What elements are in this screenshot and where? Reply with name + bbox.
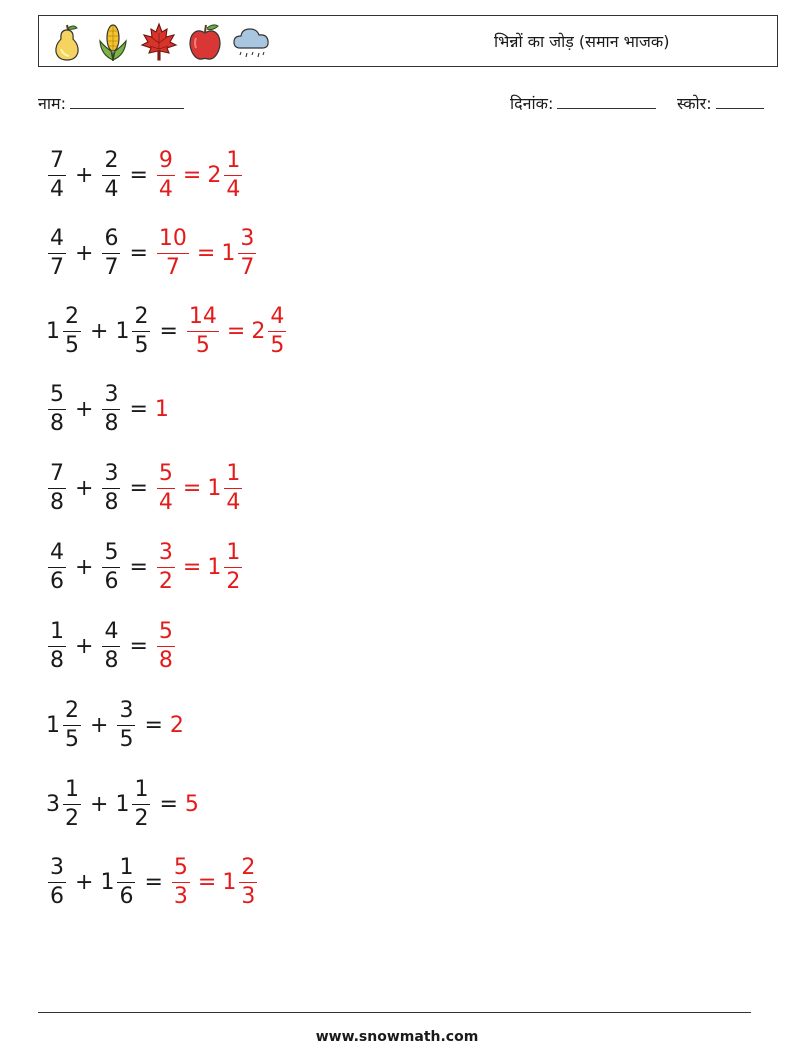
- answer-numerator: 5: [172, 857, 190, 883]
- addend-b-whole: 1: [115, 791, 130, 817]
- addend-b-numerator: 3: [117, 700, 135, 726]
- equals-sign: =: [159, 318, 178, 344]
- addend-b-number: [115, 303, 152, 358]
- addend-a-number: [46, 381, 68, 436]
- addend-a-fraction: [48, 539, 66, 594]
- answer-whole: 1: [207, 475, 222, 501]
- answer-equals-sign: =: [182, 162, 202, 188]
- answer-equals-sign: =: [182, 475, 202, 501]
- addend-a-denominator: 6: [50, 568, 64, 594]
- addend-b-fraction: [102, 460, 120, 515]
- plus-sign: +: [75, 633, 94, 659]
- addend-b-number: [100, 381, 122, 436]
- addend-a-numerator: 2: [63, 306, 81, 332]
- addend-b-fraction: [132, 776, 150, 831]
- problem-row: [46, 769, 200, 839]
- plus-sign: +: [90, 791, 109, 817]
- answer: [185, 303, 288, 358]
- answer-numerator: 3: [157, 542, 175, 568]
- answer-number: [155, 397, 170, 422]
- addend-a-fraction: [48, 381, 66, 436]
- addend-b-fraction: [102, 539, 120, 594]
- addend-b-fraction: [117, 854, 135, 909]
- answer-whole: 1: [207, 554, 222, 580]
- date-field: [510, 92, 656, 114]
- problem-row: [46, 296, 288, 366]
- answer-fraction: [157, 618, 175, 673]
- addend-b-numerator: 3: [102, 463, 120, 489]
- answer-numerator: 9: [157, 150, 175, 176]
- addend-b-fraction: [102, 147, 120, 202]
- addend-a-denominator: 5: [65, 332, 79, 358]
- equals-sign: =: [129, 633, 148, 659]
- corn-icon: [93, 21, 133, 63]
- answer-whole: 5: [184, 791, 199, 817]
- answer-whole: 1: [221, 240, 236, 266]
- addend-a-fraction: [63, 776, 81, 831]
- answer-fraction: [172, 854, 190, 909]
- answer-numerator: 5: [157, 463, 175, 489]
- answer-denominator: 8: [158, 647, 173, 673]
- problem-row: [46, 218, 258, 288]
- score-field: [677, 92, 764, 114]
- equals-sign: =: [144, 869, 163, 895]
- addend-b-numerator: 1: [132, 779, 150, 805]
- addend-a-fraction: [48, 460, 66, 515]
- addend-a-numerator: 3: [48, 857, 66, 883]
- equals-sign: =: [144, 712, 163, 738]
- answer-denominator: 5: [270, 332, 285, 358]
- answer: [155, 397, 170, 422]
- answer-denominator: 4: [158, 176, 173, 202]
- answer-number: [155, 225, 191, 280]
- answer-whole: 2: [251, 318, 266, 344]
- addend-a-number: [46, 539, 68, 594]
- answer-fraction: [268, 303, 286, 358]
- answer-denominator: 4: [226, 489, 241, 515]
- answer-numerator: 14: [187, 306, 219, 332]
- addend-a-number: [46, 460, 68, 515]
- date-blank: [557, 92, 656, 109]
- equals-sign: =: [129, 162, 148, 188]
- addend-a-denominator: 8: [50, 410, 64, 436]
- answer-numerator: 2: [239, 857, 257, 883]
- answer-fraction: [187, 303, 219, 358]
- answer-denominator: 7: [240, 254, 255, 280]
- addend-a-whole: 1: [46, 712, 60, 738]
- equals-sign: =: [129, 396, 148, 422]
- answer-equals-sign: =: [182, 554, 202, 580]
- problem-row: [46, 140, 244, 210]
- answer-number: [251, 303, 288, 358]
- answer-numerator: 1: [224, 463, 242, 489]
- answer-numerator: 10: [157, 228, 189, 254]
- answer-denominator: 5: [195, 332, 210, 358]
- score-blank: [716, 92, 764, 109]
- name-label: नाम:: [38, 94, 66, 113]
- problem-row: [46, 453, 244, 523]
- addend-b-numerator: 4: [102, 621, 120, 647]
- addend-b-fraction: [132, 303, 150, 358]
- addend-a-number: [46, 147, 68, 202]
- answer: [155, 539, 244, 594]
- answer: [155, 147, 244, 202]
- addend-b-numerator: 2: [132, 306, 150, 332]
- plus-sign: +: [90, 712, 109, 738]
- answer-fraction: [224, 539, 242, 594]
- addend-b-denominator: 8: [104, 489, 119, 515]
- addend-b-denominator: 6: [119, 883, 134, 909]
- answer-fraction: [238, 225, 256, 280]
- addend-b-number: [100, 225, 122, 280]
- addend-b-numerator: 6: [102, 228, 120, 254]
- addend-b-denominator: 5: [119, 726, 134, 752]
- addend-b-numerator: 5: [102, 542, 120, 568]
- rain-cloud-icon: [231, 21, 271, 63]
- icon-row: [47, 21, 271, 63]
- answer-denominator: 7: [165, 254, 180, 280]
- addend-b-denominator: 5: [134, 332, 149, 358]
- answer-number: [207, 147, 244, 202]
- addend-b-denominator: 8: [104, 647, 119, 673]
- addend-a-fraction: [63, 697, 81, 752]
- answer: [185, 792, 200, 817]
- answer-fraction: [157, 460, 175, 515]
- addend-a-number: [46, 854, 68, 909]
- addend-a-numerator: 7: [48, 150, 66, 176]
- header-box: [38, 15, 778, 67]
- addend-b-denominator: 4: [104, 176, 119, 202]
- plus-sign: +: [75, 869, 94, 895]
- answer-equals-sign: =: [226, 318, 246, 344]
- answer-whole: 1: [222, 869, 237, 895]
- plus-sign: +: [75, 475, 94, 501]
- answer-number: [155, 539, 177, 594]
- plus-sign: +: [75, 396, 94, 422]
- addend-a-numerator: 1: [63, 779, 81, 805]
- addend-b-denominator: 8: [104, 410, 119, 436]
- addend-b-number: [115, 697, 137, 752]
- answer-number: [185, 303, 221, 358]
- answer: [170, 854, 259, 909]
- plus-sign: +: [75, 162, 94, 188]
- addend-a-whole: 1: [46, 318, 60, 344]
- addend-a-denominator: 5: [65, 726, 79, 752]
- answer: [155, 225, 258, 280]
- answer-number: [155, 618, 177, 673]
- addend-a-denominator: 8: [50, 489, 64, 515]
- addend-a-fraction: [48, 618, 66, 673]
- footer-url: www.snowmath.com: [315, 1029, 479, 1045]
- addend-b-whole: 1: [115, 318, 130, 344]
- answer-numerator: 3: [238, 228, 256, 254]
- addend-a-numerator: 4: [48, 228, 66, 254]
- answer-fraction: [157, 225, 189, 280]
- answer-whole: 1: [154, 396, 169, 422]
- addend-b-number: [100, 147, 122, 202]
- addend-a-number: [46, 697, 83, 752]
- addend-b-number: [100, 854, 137, 909]
- answer-number: [185, 792, 200, 817]
- answer-fraction: [157, 147, 175, 202]
- problem-row: [46, 611, 177, 681]
- answer: [155, 460, 244, 515]
- addend-b-whole: 1: [100, 869, 115, 895]
- maple-leaf-icon: [139, 21, 179, 63]
- addend-b-fraction: [102, 381, 120, 436]
- answer: [170, 713, 185, 738]
- addend-a-numerator: 5: [48, 384, 66, 410]
- date-label: दिनांक:: [510, 94, 554, 113]
- addend-b-number: [100, 618, 122, 673]
- addend-a-whole: 3: [46, 791, 60, 817]
- name-blank: [70, 92, 184, 109]
- footer-divider: [38, 1012, 751, 1013]
- answer-equals-sign: =: [196, 240, 216, 266]
- answer-fraction: [239, 854, 257, 909]
- addend-b-number: [100, 460, 122, 515]
- addend-b-fraction: [102, 618, 120, 673]
- addend-a-number: [46, 303, 83, 358]
- plus-sign: +: [75, 240, 94, 266]
- answer-fraction: [157, 539, 175, 594]
- addend-b-numerator: 2: [102, 150, 120, 176]
- addend-a-fraction: [48, 225, 66, 280]
- problem-row: [46, 847, 259, 917]
- answer-denominator: 4: [226, 176, 241, 202]
- problem-row: [46, 690, 185, 760]
- addend-b-number: [115, 776, 152, 831]
- addend-a-fraction: [48, 147, 66, 202]
- answer-number: [155, 147, 177, 202]
- answer-denominator: 2: [158, 568, 173, 594]
- plus-sign: +: [90, 318, 109, 344]
- addend-a-number: [46, 776, 83, 831]
- answer-numerator: 4: [268, 306, 286, 332]
- answer-denominator: 4: [158, 489, 173, 515]
- addend-a-numerator: 7: [48, 463, 66, 489]
- answer: [155, 618, 177, 673]
- answer-number: [207, 460, 244, 515]
- answer-number: [170, 713, 185, 738]
- equals-sign: =: [159, 791, 178, 817]
- addend-b-denominator: 7: [104, 254, 119, 280]
- answer-denominator: 3: [241, 883, 256, 909]
- addend-b-number: [100, 539, 122, 594]
- addend-b-fraction: [102, 225, 120, 280]
- answer-fraction: [224, 147, 242, 202]
- answer-number: [222, 854, 259, 909]
- answer-denominator: 3: [173, 883, 188, 909]
- answer-numerator: 1: [224, 150, 242, 176]
- addend-a-denominator: 6: [50, 883, 64, 909]
- addend-a-denominator: 7: [50, 254, 64, 280]
- addend-a-numerator: 2: [63, 700, 81, 726]
- addend-b-denominator: 6: [104, 568, 119, 594]
- name-field: [38, 92, 184, 114]
- addend-a-numerator: 1: [48, 621, 66, 647]
- addend-a-number: [46, 225, 68, 280]
- equals-sign: =: [129, 475, 148, 501]
- equals-sign: =: [129, 554, 148, 580]
- plus-sign: +: [75, 554, 94, 580]
- answer-denominator: 2: [226, 568, 241, 594]
- problem-row: [46, 374, 170, 444]
- addend-a-denominator: 2: [65, 805, 79, 831]
- answer-whole: 2: [207, 162, 222, 188]
- problem-row: [46, 532, 244, 602]
- addend-b-numerator: 1: [117, 857, 135, 883]
- addend-a-number: [46, 618, 68, 673]
- addend-a-fraction: [48, 854, 66, 909]
- pear-icon: [47, 21, 87, 63]
- answer-numerator: 1: [224, 542, 242, 568]
- addend-a-fraction: [63, 303, 81, 358]
- answer-number: [155, 460, 177, 515]
- addend-b-fraction: [117, 697, 135, 752]
- answer-whole: 2: [169, 712, 184, 738]
- addend-a-denominator: 4: [50, 176, 64, 202]
- answer-number: [207, 539, 244, 594]
- addend-a-numerator: 4: [48, 542, 66, 568]
- answer-numerator: 5: [157, 621, 175, 647]
- addend-a-denominator: 8: [50, 647, 64, 673]
- equals-sign: =: [129, 240, 148, 266]
- addend-b-denominator: 2: [134, 805, 149, 831]
- answer-fraction: [224, 460, 242, 515]
- addend-b-numerator: 3: [102, 384, 120, 410]
- score-label: स्कोर:: [677, 94, 712, 113]
- answer-number: [221, 225, 258, 280]
- answer-number: [170, 854, 192, 909]
- answer-equals-sign: =: [197, 869, 217, 895]
- worksheet-title: भिन्नों का जोड़ (समान भाजक): [494, 32, 670, 51]
- apple-icon: [185, 21, 225, 63]
